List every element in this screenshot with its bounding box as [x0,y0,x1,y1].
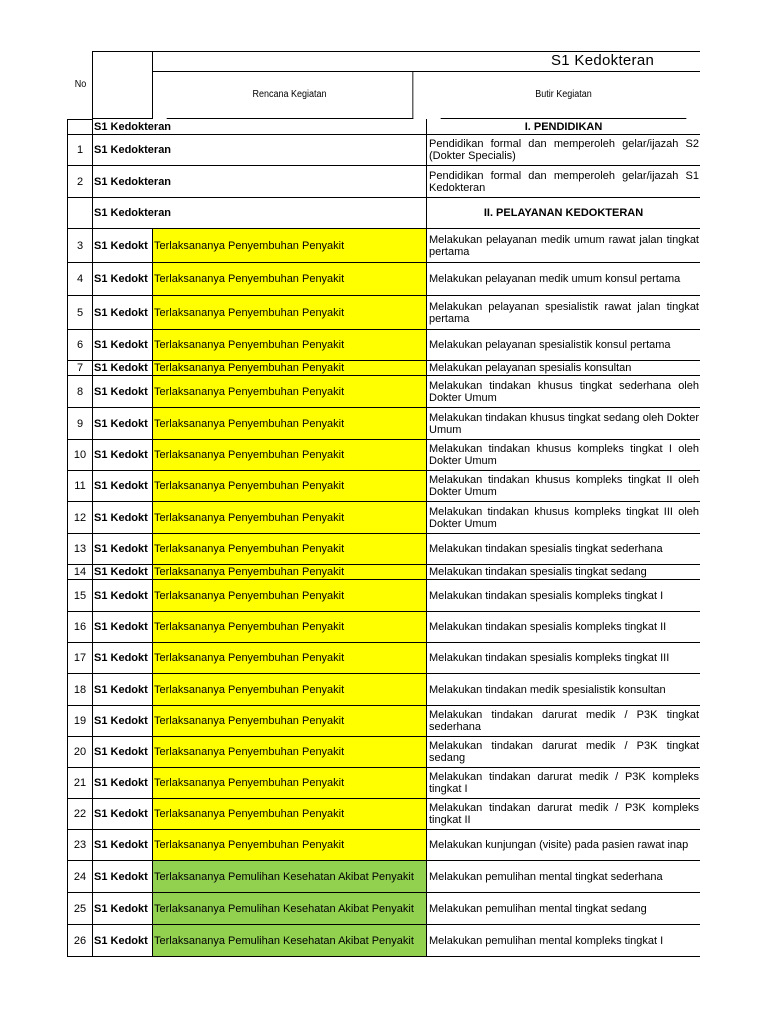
row-rencana-kegiatan: Terlaksananya Penyembuhan Penyakit [153,361,427,376]
row-butir-kegiatan: Melakukan tindakan spesialis tingkat sedang [427,565,700,580]
row-butir-kegiatan: Melakukan tindakan darurat medik / P3K kompleks tingkat I [427,768,700,799]
row-unit: S1 Kedokt [93,296,153,330]
row-rencana-kegiatan: Terlaksananya Pemulihan Kesehatan Akibat Penyakit [153,893,427,925]
row-butir-kegiatan: Melakukan tindakan khusus kompleks tingkat II oleh Dokter Umum [427,471,700,502]
row-rencana-kegiatan: Terlaksananya Penyembuhan Penyakit [153,330,427,361]
row-number: 23 [68,830,93,861]
row-butir-kegiatan: Melakukan tindakan darurat medik / P3K kompleks tingkat II [427,799,700,830]
row-rencana-kegiatan: Terlaksananya Penyembuhan Penyakit [153,737,427,768]
row-rencana-kegiatan: Terlaksananya Penyembuhan Penyakit [153,580,427,612]
section-unit: S1 Kedokteran [93,198,153,229]
row-rencana-kegiatan: Terlaksananya Penyembuhan Penyakit [153,296,427,330]
row-unit: S1 Kedokt [93,502,153,534]
row-number: 7 [68,361,93,376]
row-unit: S1 Kedokt [93,565,153,580]
row-number: 24 [68,861,93,893]
row-butir-kegiatan: Melakukan pelayanan medik umum rawat jalan tingkat pertama [427,229,700,263]
row-rencana-kegiatan: Terlaksananya Penyembuhan Penyakit [153,376,427,408]
row-unit: S1 Kedokt [93,376,153,408]
row-rencana-kegiatan [153,166,427,198]
row-butir-kegiatan: Melakukan tindakan khusus tingkat sederhana oleh Dokter Umum [427,376,700,408]
row-rencana-kegiatan: Terlaksananya Penyembuhan Penyakit [153,263,427,296]
row-number: 14 [68,565,93,580]
row-number: 2 [68,166,93,198]
row-rencana-kegiatan: Terlaksananya Penyembuhan Penyakit [153,565,427,580]
row-number: 8 [68,376,93,408]
row-rencana-kegiatan: Terlaksananya Penyembuhan Penyakit [153,408,427,440]
row-rencana-kegiatan: Terlaksananya Penyembuhan Penyakit [153,440,427,471]
row-rencana-kegiatan [153,135,427,166]
row-unit: S1 Kedokteran [93,135,153,166]
row-unit: S1 Kedokt [93,830,153,861]
row-rencana-kegiatan: Terlaksananya Penyembuhan Penyakit [153,706,427,737]
row-unit: S1 Kedokt [93,408,153,440]
row-number: 19 [68,706,93,737]
row-unit: S1 Kedokt [93,768,153,799]
row-unit: S1 Kedokt [93,229,153,263]
row-number: 12 [68,502,93,534]
row-butir-kegiatan: Melakukan pelayanan spesialis konsultan [427,361,700,376]
unit-header-blank [93,51,153,119]
row-unit: S1 Kedokt [93,706,153,737]
section-no-blank [68,119,93,135]
row-rencana-kegiatan: Terlaksananya Penyembuhan Penyakit [153,471,427,502]
row-butir-kegiatan: Melakukan pemulihan mental kompleks tingkat I [427,925,700,957]
row-unit: S1 Kedokt [93,534,153,565]
row-rencana-kegiatan: Terlaksananya Penyembuhan Penyakit [153,674,427,706]
row-number: 16 [68,612,93,643]
row-number: 15 [68,580,93,612]
row-number: 22 [68,799,93,830]
row-number: 1 [68,135,93,166]
row-unit: S1 Kedokt [93,330,153,361]
row-unit: S1 Kedokt [93,893,153,925]
row-number: 17 [68,643,93,674]
no-header: No [74,79,87,90]
row-butir-kegiatan: Melakukan tindakan khusus kompleks tingkat I oleh Dokter Umum [427,440,700,471]
row-unit: S1 Kedokt [93,643,153,674]
row-butir-kegiatan: Melakukan tindakan spesialis kompleks tingkat I [427,580,700,612]
section-plan-blank [153,198,427,229]
row-rencana-kegiatan: Terlaksananya Penyembuhan Penyakit [153,799,427,830]
row-number: 11 [68,471,93,502]
row-unit: S1 Kedokt [93,361,153,376]
row-number: 26 [68,925,93,957]
row-rencana-kegiatan: Terlaksananya Penyembuhan Penyakit [153,643,427,674]
row-butir-kegiatan: Melakukan pelayanan spesialistik konsul pertama [427,330,700,361]
row-unit: S1 Kedokt [93,925,153,957]
row-butir-kegiatan: Melakukan tindakan khusus tingkat sedang oleh Dokter Umum [427,408,700,440]
row-rencana-kegiatan: Terlaksananya Pemulihan Kesehatan Akibat Penyakit [153,925,427,957]
sheet-title: S1 Kedokteran [153,51,700,72]
row-unit: S1 Kedokt [93,263,153,296]
row-number: 10 [68,440,93,471]
row-butir-kegiatan: Melakukan pemulihan mental tingkat sederhana [427,861,700,893]
row-number: 18 [68,674,93,706]
row-rencana-kegiatan: Terlaksananya Penyembuhan Penyakit [153,229,427,263]
row-butir-kegiatan: Pendidikan formal dan memperoleh gelar/ijazah S1 Kedokteran [427,166,700,198]
row-butir-kegiatan: Melakukan tindakan darurat medik / P3K tingkat sederhana [427,706,700,737]
row-butir-kegiatan: Melakukan tindakan khusus kompleks tingkat III oleh Dokter Umum [427,502,700,534]
row-number: 21 [68,768,93,799]
row-unit: S1 Kedokt [93,861,153,893]
row-unit: S1 Kedokt [93,471,153,502]
row-rencana-kegiatan: Terlaksananya Penyembuhan Penyakit [153,534,427,565]
row-rencana-kegiatan: Terlaksananya Penyembuhan Penyakit [153,768,427,799]
row-number: 25 [68,893,93,925]
row-butir-kegiatan: Melakukan tindakan medik spesialistik konsultan [427,674,700,706]
section-no-blank [68,198,93,229]
section-plan-blank [153,119,427,135]
section-heading-2: II. PELAYANAN KEDOKTERAN [427,198,700,229]
row-number: 4 [68,263,93,296]
row-butir-kegiatan: Melakukan tindakan spesialis kompleks tingkat III [427,643,700,674]
row-unit: S1 Kedokt [93,799,153,830]
row-butir-kegiatan: Melakukan pelayanan spesialistik rawat jalan tingkat pertama [427,296,700,330]
row-butir-kegiatan: Melakukan tindakan spesialis kompleks tingkat II [427,612,700,643]
row-unit: S1 Kedokteran [93,166,153,198]
row-number: 5 [68,296,93,330]
row-unit: S1 Kedokt [93,674,153,706]
section-heading-1: I. PENDIDIKAN [427,119,700,135]
row-unit: S1 Kedokt [93,612,153,643]
row-number: 9 [68,408,93,440]
row-number: 6 [68,330,93,361]
row-unit: S1 Kedokt [93,580,153,612]
row-rencana-kegiatan: Terlaksananya Penyembuhan Penyakit [153,830,427,861]
butir-kegiatan-header: Butir Kegiatan [441,72,687,119]
rencana-kegiatan-header: Rencana Kegiatan [167,72,414,119]
row-butir-kegiatan: Pendidikan formal dan memperoleh gelar/ijazah S2 (Dokter Specialis) [427,135,700,166]
row-butir-kegiatan: Melakukan kunjungan (visite) pada pasien rawat inap [427,830,700,861]
row-unit: S1 Kedokt [93,440,153,471]
row-butir-kegiatan: Melakukan pelayanan medik umum konsul pertama [427,263,700,296]
row-rencana-kegiatan: Terlaksananya Pemulihan Kesehatan Akibat Penyakit [153,861,427,893]
row-rencana-kegiatan: Terlaksananya Penyembuhan Penyakit [153,502,427,534]
row-butir-kegiatan: Melakukan tindakan darurat medik / P3K tingkat sedang [427,737,700,768]
row-butir-kegiatan: Melakukan tindakan spesialis tingkat sederhana [427,534,700,565]
row-number: 3 [68,229,93,263]
row-butir-kegiatan: Melakukan pemulihan mental tingkat sedang [427,893,700,925]
row-unit: S1 Kedokt [93,737,153,768]
row-rencana-kegiatan: Terlaksananya Penyembuhan Penyakit [153,612,427,643]
row-number: 13 [68,534,93,565]
row-number: 20 [68,737,93,768]
section-unit: S1 Kedokteran [93,119,153,135]
